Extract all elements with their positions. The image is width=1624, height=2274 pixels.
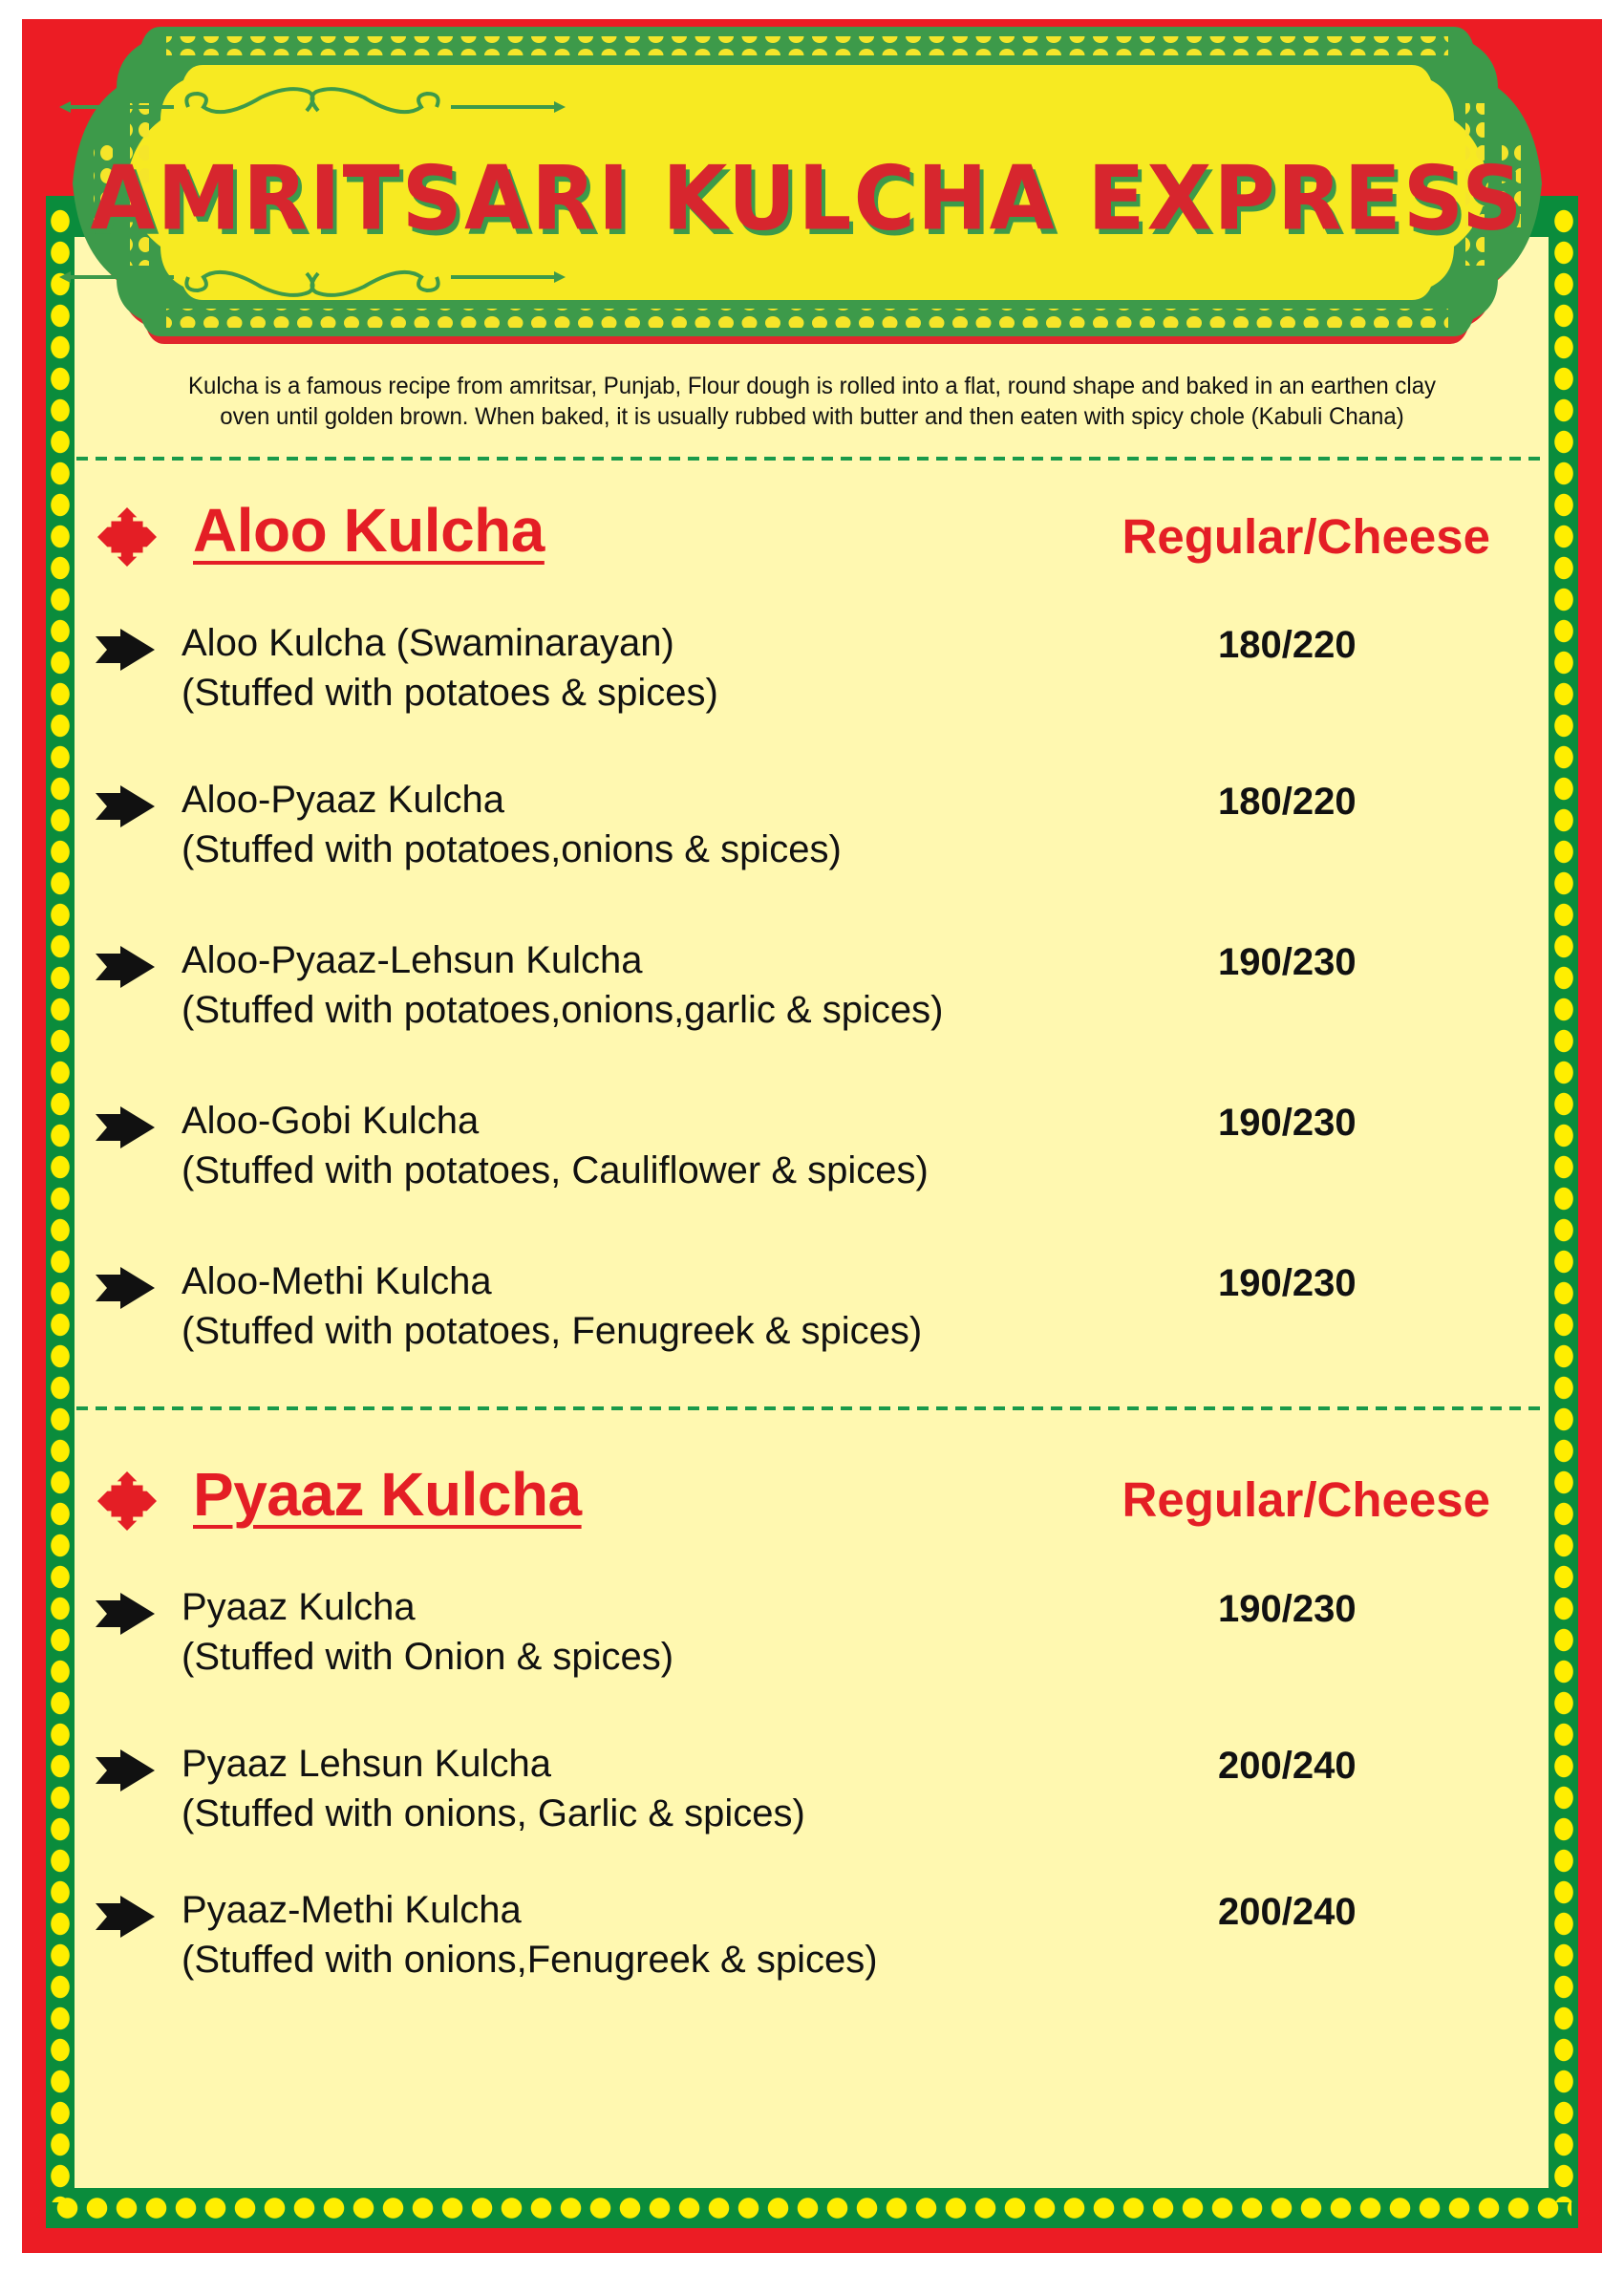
arrow-right-icon — [96, 629, 155, 671]
flourish-ornament-icon — [59, 86, 566, 134]
title-banner — [59, 27, 1555, 344]
item-price: 200/240 — [1218, 1891, 1357, 1933]
kulcha-description — [111, 371, 1514, 432]
arrow-right-icon — [96, 1267, 155, 1309]
item-description: (Stuffed with Onion & spices) — [182, 1636, 674, 1678]
item-price: 190/230 — [1218, 1262, 1357, 1304]
item-description: (Stuffed with potatoes,onions,garlic & spices) — [182, 989, 944, 1031]
ornament-cross-icon — [97, 1471, 157, 1531]
item-name: Pyaaz-Methi Kulcha — [182, 1889, 522, 1931]
item-description: (Stuffed with potatoes, Fenugreek & spices) — [182, 1310, 923, 1352]
section-title-aloo-kulcha: Aloo Kulcha — [193, 496, 545, 565]
menu-item — [96, 776, 1528, 881]
item-name: Aloo-Gobi Kulcha — [182, 1100, 480, 1142]
item-price: 200/240 — [1218, 1745, 1357, 1787]
item-description: (Stuffed with potatoes,onions & spices) — [182, 828, 842, 870]
flourish-ornament-icon — [59, 256, 566, 304]
item-description: (Stuffed with potatoes, Cauliflower & spices) — [182, 1149, 929, 1191]
arrow-right-icon — [96, 1896, 155, 1938]
arrow-right-icon — [96, 785, 155, 827]
item-price: 190/230 — [1218, 1102, 1357, 1144]
menu-item — [96, 936, 1528, 1041]
item-name: Aloo Kulcha (Swaminarayan) — [182, 622, 674, 664]
arrow-right-icon — [96, 1106, 155, 1148]
item-price: 190/230 — [1218, 1588, 1357, 1630]
arrow-right-icon — [96, 946, 155, 988]
price-header: Regular/Cheese — [1122, 1472, 1490, 1527]
menu-item — [96, 1257, 1528, 1362]
menu-item — [96, 1583, 1528, 1688]
price-header: Regular/Cheese — [1122, 509, 1490, 564]
item-name: Pyaaz Lehsun Kulcha — [182, 1743, 551, 1785]
dashed-divider — [76, 457, 1548, 461]
dashed-divider — [76, 1406, 1548, 1410]
item-name: Aloo-Methi Kulcha — [182, 1260, 492, 1302]
description-line-1: Kulcha is a famous recipe from amritsar, Punjab, Flour dough is rolled into a flat, round shape and baked in an earthen clay — [187, 373, 1437, 399]
item-description: (Stuffed with onions, Garlic & spices) — [182, 1792, 805, 1834]
border-dots-right — [1549, 205, 1578, 2202]
menu-item — [96, 1740, 1528, 1845]
item-price: 180/220 — [1218, 781, 1357, 823]
item-name: Aloo-Pyaaz Kulcha — [182, 779, 504, 821]
description-line-2: oven until golden brown. When baked, it is usually rubbed with butter and then eaten with spicy chole (Kabuli Chana) — [220, 403, 1404, 430]
restaurant-title: AMRITSARI KULCHA EXPRESS — [90, 146, 1525, 250]
item-price: 180/220 — [1218, 624, 1357, 666]
menu-item — [96, 619, 1528, 724]
section-title-pyaaz-kulcha: Pyaaz Kulcha — [193, 1460, 582, 1529]
item-name: Pyaaz Kulcha — [182, 1586, 416, 1628]
border-dots-left — [46, 205, 75, 2202]
ornament-cross-icon — [97, 507, 157, 567]
item-description: (Stuffed with potatoes & spices) — [182, 672, 718, 714]
menu-item — [96, 1886, 1528, 1991]
item-price: 190/230 — [1218, 941, 1357, 983]
item-name: Aloo-Pyaaz-Lehsun Kulcha — [182, 939, 643, 981]
arrow-right-icon — [96, 1593, 155, 1635]
item-description: (Stuffed with onions,Fenugreek & spices) — [182, 1939, 878, 1981]
menu-item — [96, 1097, 1528, 1202]
arrow-right-icon — [96, 1749, 155, 1791]
border-dots-bottom — [53, 2194, 1571, 2222]
